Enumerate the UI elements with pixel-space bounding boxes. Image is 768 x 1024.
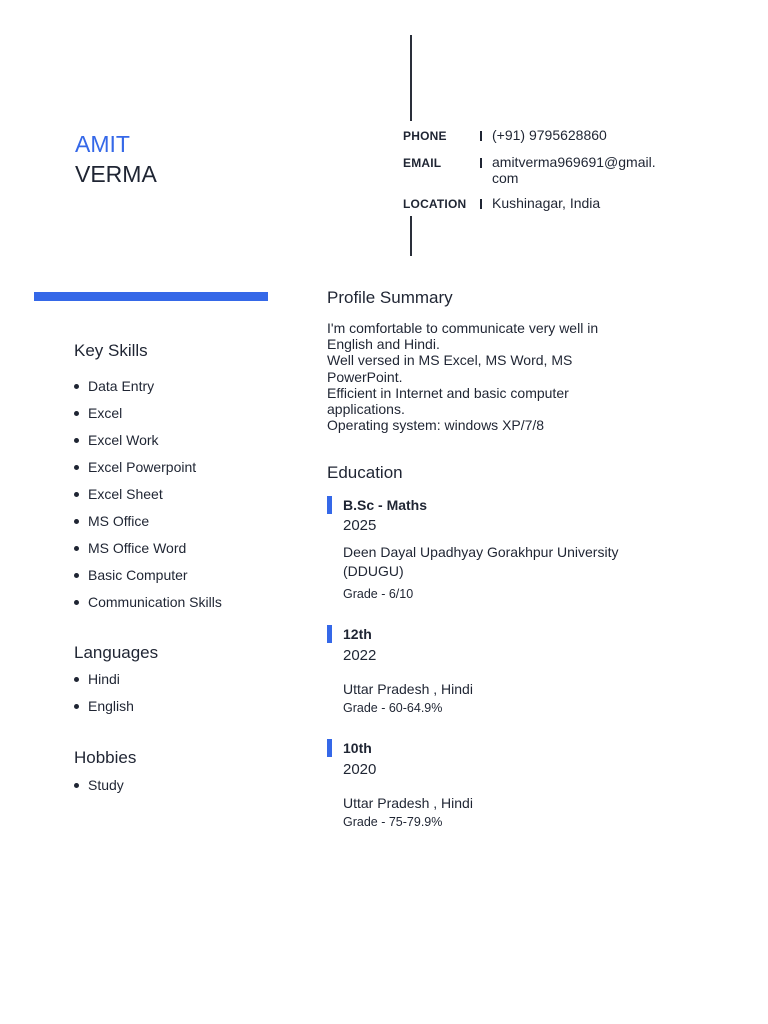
list-item: English (74, 697, 134, 724)
summary-line: Operating system: windows XP/7/8 (327, 417, 545, 434)
location-value: Kushinagar, India (492, 195, 601, 211)
education-institution: Uttar Pradesh , Hindi (343, 795, 473, 811)
contact-separator (480, 131, 482, 141)
list-item: Excel Powerpoint (74, 458, 222, 485)
accent-bar (34, 292, 268, 301)
contact-separator (480, 199, 482, 209)
contact-divider-top (410, 35, 412, 121)
list-item: Excel Sheet (74, 485, 222, 512)
profile-summary-title: Profile Summary (327, 288, 453, 307)
contact-separator (480, 158, 482, 168)
education-marker (327, 496, 332, 514)
list-item: Study (74, 776, 124, 803)
contact-label: PHONE (403, 129, 447, 143)
first-name: AMIT (75, 131, 130, 157)
hobbies-title: Hobbies (74, 748, 137, 767)
list-item: Hindi (74, 670, 134, 697)
education-degree: 12th (343, 626, 372, 642)
education-degree: B.Sc - Maths (343, 497, 428, 513)
list-item: Excel (74, 404, 222, 431)
key-skills-list (74, 377, 222, 620)
list-item: Communication Skills (74, 593, 222, 620)
languages-list (74, 670, 134, 724)
list-item: Basic Computer (74, 566, 222, 593)
education-year: 2025 (343, 517, 377, 534)
education-grade: Grade - 75-79.9% (343, 815, 443, 829)
list-item: Excel Work (74, 431, 222, 458)
education-grade: Grade - 6/10 (343, 587, 414, 601)
education-marker (327, 625, 332, 643)
email-value[interactable]: amitverma969691@gmail.com (492, 154, 656, 186)
languages-title: Languages (74, 643, 159, 662)
phone-value: (+91) 9795628860 (492, 127, 607, 143)
contact-divider-bottom (410, 216, 412, 256)
list-item: MS Office Word (74, 539, 222, 566)
education-institution: Uttar Pradesh , Hindi (343, 681, 473, 697)
education-year: 2022 (343, 647, 377, 664)
education-marker (327, 739, 332, 757)
key-skills-title: Key Skills (74, 341, 148, 360)
education-year: 2020 (343, 761, 377, 778)
education-grade: Grade - 60-64.9% (343, 701, 443, 715)
hobbies-list (74, 776, 124, 803)
profile-summary-text (327, 320, 627, 433)
contact-label: LOCATION (403, 197, 467, 211)
last-name: VERMA (75, 161, 157, 187)
contact-label: EMAIL (403, 156, 442, 170)
list-item: Data Entry (74, 377, 222, 404)
education-title: Education (327, 463, 403, 482)
summary-line: Efficient in Internet and basic computer applications. (327, 384, 569, 418)
education-institution: Deen Dayal Upadhyay Gorakhpur University (DDUGU) (343, 544, 619, 579)
summary-line: I'm comfortable to communicate very well in English and Hindi. (327, 320, 599, 353)
summary-line: Well versed in MS Excel, MS Word, MS PowerPoint. (327, 352, 573, 385)
list-item: MS Office (74, 512, 222, 539)
education-degree: 10th (343, 740, 372, 756)
